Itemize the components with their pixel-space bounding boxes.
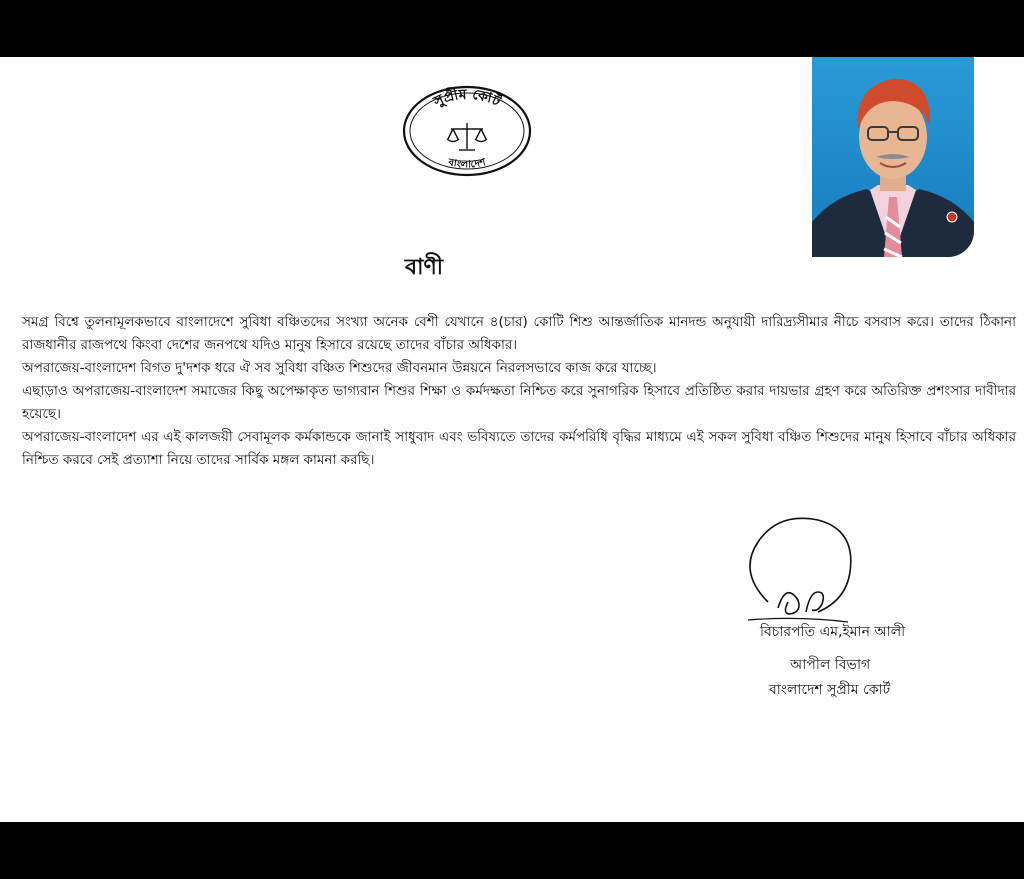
message-body: [22, 311, 1016, 472]
svg-text:বাংলাদেশ: [446, 157, 487, 171]
bottom-black-bar: [0, 822, 1024, 879]
portrait-photo: [812, 57, 974, 257]
seal-top-text: সুপ্রীম কোর্ট: [431, 86, 503, 111]
signatory-court: বাংলাদেশ সুপ্রীম কোর্ট: [769, 682, 891, 698]
svg-text:সুপ্রীম কোর্ট: [430, 85, 504, 111]
top-black-bar: [0, 0, 1024, 57]
scales-of-justice-icon: [447, 123, 487, 150]
paragraph-2: অপরাজেয়-বাংলাদেশ বিগত দু'দশক ধরে ঐ সব সুবিধা বঞ্চিত শিশুদের জীবনমান উন্নয়নে নিরলসভাবে কাজ করে যাচ্ছে।: [22, 360, 657, 376]
signatory-name: বিচারপতি এম,ইমান আলী: [760, 624, 906, 640]
page-title: বাণী: [404, 255, 444, 280]
supreme-court-seal: [401, 83, 533, 179]
paragraph-3: এছাড়াও অপরাজেয়-বাংলাদেশ সমাজের কিছু অপেক্ষাকৃত ভাগ্যবান শিশুর শিক্ষা ও কর্মদক্ষতা নিশ্চিত করে সুনাগরিক হিসাবে প্রতিষ্ঠিত করার দায়ভার গ্রহণ করে অতিরিক্ত প্রশংসার দাবীদার হয়েছে।: [22, 383, 1016, 422]
signatory-department: আপীল বিভাগ: [790, 657, 871, 673]
seal-bottom-text: বাংলাদেশ: [447, 157, 487, 171]
paragraph-1: সমগ্র বিশ্বে তুলনামূলকভাবে বাংলাদেশে সুবিধা বঞ্চিতদের সংখ্যা অনেক বেশী যেখানে ৪(চার) কোটি শিশু আন্তর্জাতিক মানদন্ড অনুযায়ী দারিদ্র্যসীমার নীচে বসবাস করে। তাদের ঠিকানা রাজধানীর রাজপথে কিংবা দেশের জনপথে যদিও মানুষ হিসাবে রয়েছে তাদের বাঁচার অধিকার।: [22, 314, 1016, 353]
paragraph-4: অপরাজেয়-বাংলাদেশ এর এই কালজয়ী সেবামূলক কর্মকান্ডকে জানাই সাধুবাদ এবং ভবিষ্যতে তাদের কর্মপরিধি বৃদ্ধির মাধ্যমে এই সকল সুবিধা বঞ্চিত শিশুদের মানুষ হিসাবে বাঁচার অধিকার নিশ্চিত করবে সেই প্রত্যাশা নিয়ে তাদের সার্বিক মঙ্গল কামনা করছি।: [22, 429, 1016, 468]
handwritten-signature: [738, 512, 888, 632]
